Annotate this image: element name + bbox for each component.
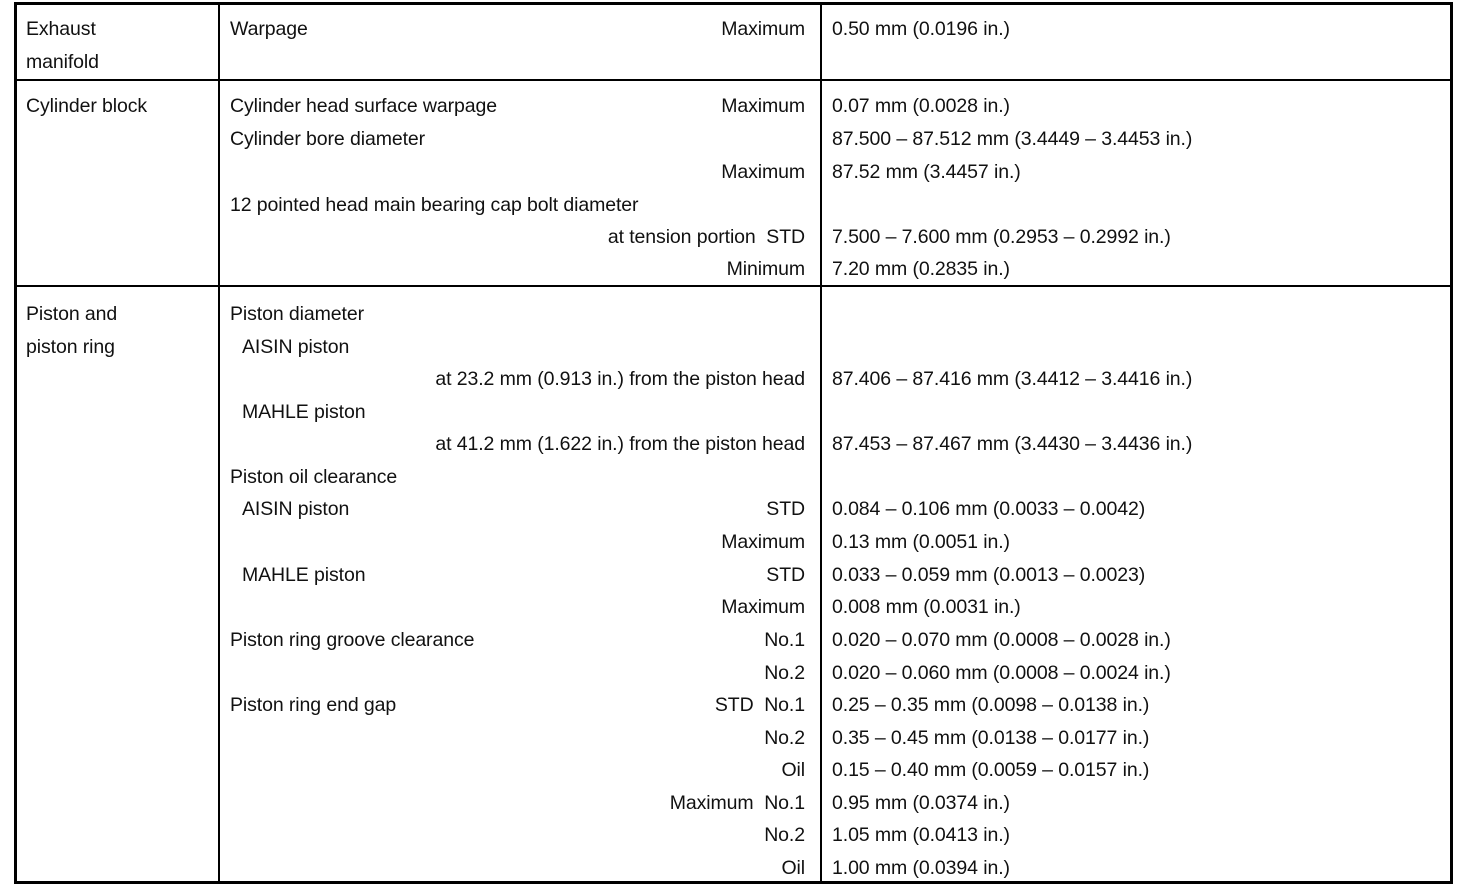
spec-value: 0.15 – 0.40 mm (0.0059 – 0.0157 in.) bbox=[832, 759, 1150, 781]
spec-item-label: 12 pointed head main bearing cap bolt diameter bbox=[230, 194, 639, 216]
spec-item-label: Warpage bbox=[230, 18, 308, 40]
column-divider-category bbox=[218, 5, 220, 881]
spec-table bbox=[14, 2, 1453, 884]
spec-value: 0.020 – 0.070 mm (0.0008 – 0.0028 in.) bbox=[832, 629, 1171, 651]
spec-value: 87.500 – 87.512 mm (3.4449 – 3.4453 in.) bbox=[832, 128, 1193, 150]
spec-item-label: Cylinder bore diameter bbox=[230, 128, 426, 150]
spec-value: 87.406 – 87.416 mm (3.4412 – 3.4416 in.) bbox=[832, 368, 1193, 390]
spec-qualifier: No.2 bbox=[764, 824, 805, 846]
category-label: piston ring bbox=[26, 336, 115, 358]
spec-value: 0.033 – 0.059 mm (0.0013 – 0.0023) bbox=[832, 564, 1146, 586]
spec-item-label: MAHLE piston bbox=[242, 564, 366, 586]
spec-value: 7.20 mm (0.2835 in.) bbox=[832, 258, 1010, 280]
spec-qualifier: Maximum bbox=[721, 18, 805, 40]
spec-qualifier: Maximum bbox=[721, 531, 805, 553]
category-label: manifold bbox=[26, 51, 99, 73]
spec-qualifier: No.2 bbox=[764, 662, 805, 684]
spec-qualifier: Maximum bbox=[721, 161, 805, 183]
spec-qualifier: at tension portion STD bbox=[607, 226, 805, 248]
spec-qualifier: No.1 bbox=[764, 629, 805, 651]
spec-qualifier: STD No.1 bbox=[714, 694, 805, 716]
spec-value: 0.084 – 0.106 mm (0.0033 – 0.0042) bbox=[832, 498, 1146, 520]
spec-qualifier: at 41.2 mm (1.622 in.) from the piston head bbox=[435, 433, 805, 455]
spec-qualifier: Maximum No.1 bbox=[669, 792, 805, 814]
category-label: Cylinder block bbox=[26, 95, 148, 117]
spec-qualifier: Maximum bbox=[721, 596, 805, 618]
spec-qualifier: Oil bbox=[781, 857, 805, 879]
spec-value: 0.50 mm (0.0196 in.) bbox=[832, 18, 1010, 40]
category-label: Exhaust bbox=[26, 18, 96, 40]
spec-value: 1.05 mm (0.0413 in.) bbox=[832, 824, 1010, 846]
spec-qualifier: at 23.2 mm (0.913 in.) from the piston head bbox=[435, 368, 805, 390]
spec-item-label: MAHLE piston bbox=[242, 401, 366, 423]
spec-value: 87.52 mm (3.4457 in.) bbox=[832, 161, 1021, 183]
spec-item-label: AISIN piston bbox=[242, 336, 350, 358]
spec-value: 0.25 – 0.35 mm (0.0098 – 0.0138 in.) bbox=[832, 694, 1150, 716]
spec-item-label: Cylinder head surface warpage bbox=[230, 95, 498, 117]
spec-item-label: AISIN piston bbox=[242, 498, 350, 520]
spec-value: 0.07 mm (0.0028 in.) bbox=[832, 95, 1010, 117]
spec-item-label: Piston diameter bbox=[230, 303, 364, 325]
spec-value: 0.35 – 0.45 mm (0.0138 – 0.0177 in.) bbox=[832, 727, 1150, 749]
spec-qualifier: No.2 bbox=[764, 727, 805, 749]
spec-item-label: Piston oil clearance bbox=[230, 466, 398, 488]
category-label: Piston and bbox=[26, 303, 118, 325]
spec-qualifier: Oil bbox=[781, 759, 805, 781]
row-divider-cylinder bbox=[17, 285, 1450, 287]
spec-item-label: Piston ring groove clearance bbox=[230, 629, 475, 651]
spec-value: 0.95 mm (0.0374 in.) bbox=[832, 792, 1010, 814]
spec-item-label: Piston ring end gap bbox=[230, 694, 397, 716]
spec-qualifier: STD bbox=[766, 498, 805, 520]
spec-value: 1.00 mm (0.0394 in.) bbox=[832, 857, 1010, 879]
spec-qualifier: STD bbox=[766, 564, 805, 586]
spec-qualifier: Maximum bbox=[721, 95, 805, 117]
spec-value: 0.020 – 0.060 mm (0.0008 – 0.0024 in.) bbox=[832, 662, 1171, 684]
spec-value: 7.500 – 7.600 mm (0.2953 – 0.2992 in.) bbox=[832, 226, 1171, 248]
spec-value: 0.008 mm (0.0031 in.) bbox=[832, 596, 1021, 618]
row-divider-exhaust bbox=[17, 79, 1450, 81]
spec-qualifier: Minimum bbox=[726, 258, 805, 280]
column-divider-value bbox=[820, 5, 822, 881]
spec-value: 87.453 – 87.467 mm (3.4430 – 3.4436 in.) bbox=[832, 433, 1193, 455]
spec-value: 0.13 mm (0.0051 in.) bbox=[832, 531, 1010, 553]
